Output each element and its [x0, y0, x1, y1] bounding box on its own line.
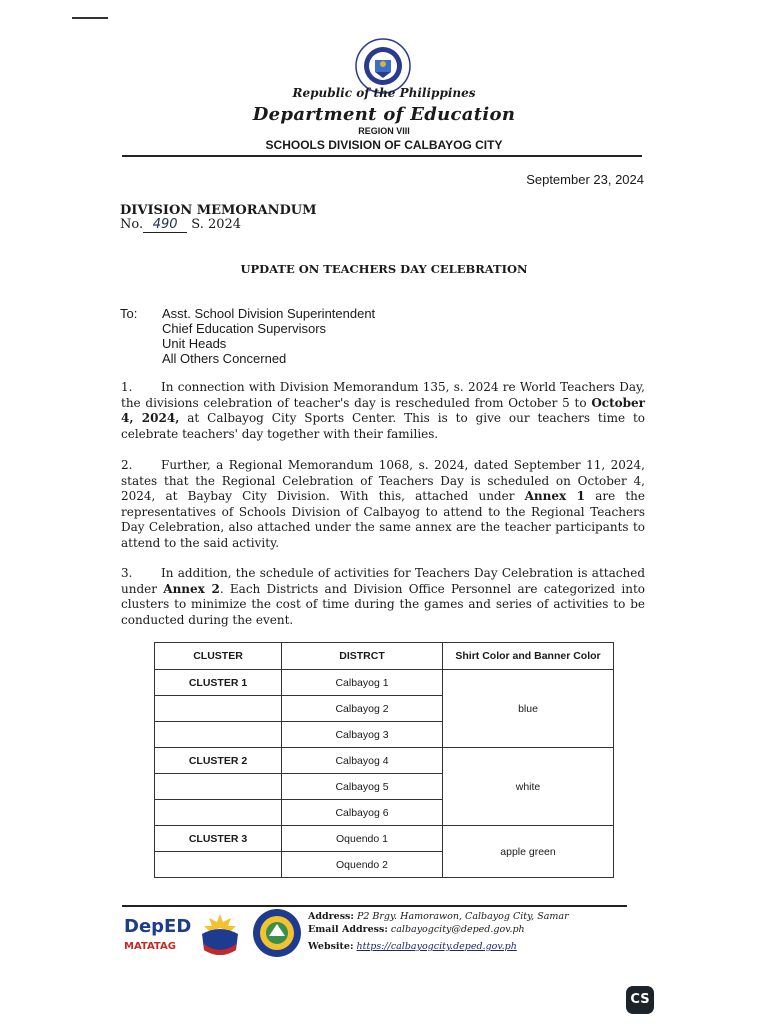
cluster-cell: CLUSTER 1	[155, 670, 282, 696]
memo-title: DIVISION MEMORANDUM	[120, 203, 317, 218]
recipient-item: All Others Concerned	[162, 351, 287, 366]
paragraph-index: 1.	[121, 380, 133, 394]
footer-contact	[308, 910, 569, 953]
header-divider	[122, 155, 642, 157]
cluster-cell	[155, 722, 282, 748]
footer-divider	[122, 905, 627, 907]
recipient-list	[162, 306, 375, 366]
republic-line: Republic of the Philippines	[292, 86, 476, 100]
table-row	[155, 748, 614, 774]
memo-number-line	[120, 217, 241, 233]
paragraph-text: . Each Districts and Division Office Personnel are categorized into clusters to minimize the cost of time during the games and series of activities to be conducted during the event.	[121, 581, 645, 627]
footer-website-line	[308, 940, 569, 953]
table-row	[155, 826, 614, 852]
paragraph-text: are the representatives of Schools Division of Calbayog to attend to the Regional Teachers Day Celebration, also attached under the same annex are the teacher participants to attend to the said activity.	[121, 489, 645, 550]
calbayog-city-seal-icon	[252, 908, 302, 958]
paragraph-bold: October 4, 2024,	[121, 395, 645, 426]
paragraph-text: at Calbayog City Sports Center. This is to give our teachers time to celebrate teachers' day together with their families.	[121, 411, 646, 441]
memo-date: September 23, 2024	[526, 172, 644, 187]
district-cell: Calbayog 3	[282, 722, 443, 748]
paragraph-index: 3.	[121, 566, 133, 580]
footer-email-line	[308, 923, 569, 936]
header-color: Shirt Color and Banner Color	[443, 643, 614, 670]
memo-no-label: No.	[120, 217, 144, 232]
recipient-item: Unit Heads	[162, 336, 227, 351]
paragraph-3	[121, 566, 645, 628]
district-cell: Calbayog 2	[282, 696, 443, 722]
district-cell: Calbayog 4	[282, 748, 443, 774]
header-cluster: CLUSTER	[155, 643, 282, 670]
website-link[interactable]: https://calbayogcity.deped.gov.ph	[356, 941, 517, 952]
cluster-cell	[155, 696, 282, 722]
cluster-cell	[155, 774, 282, 800]
footer-address-line	[308, 910, 569, 923]
deped-logo: DepED	[124, 916, 192, 937]
color-cell: blue	[443, 670, 614, 748]
header-district: DISTRCT	[282, 643, 443, 670]
memo-series: S. 2024	[191, 217, 242, 232]
paragraph-text: In addition, the schedule of activities for Teachers Day Celebration is attached under	[121, 566, 645, 596]
website-label: Website:	[308, 941, 354, 952]
recipient-item: Chief Education Supervisors	[162, 321, 327, 336]
scan-mark	[72, 17, 108, 19]
recipient-item: Asst. School Division Superintendent	[162, 306, 376, 321]
cluster-cell	[155, 852, 282, 878]
district-cell: Oquendo 1	[282, 826, 443, 852]
region-label: REGION VIII	[358, 126, 410, 136]
paragraph-bold: Annex 2	[163, 581, 220, 596]
paragraph-index: 2.	[121, 458, 133, 472]
memo-number: 490	[143, 217, 187, 233]
color-cell: white	[443, 748, 614, 826]
address-label: Address:	[308, 911, 354, 922]
camscanner-badge: CS	[626, 986, 654, 1014]
district-cell: Calbayog 1	[282, 670, 443, 696]
department-title: Department of Education	[252, 104, 516, 125]
paragraph-text: In connection with Division Memorandum 135, s. 2024 re World Teachers Day, the divisions celebration of teacher's day is rescheduled from October 5 to	[121, 380, 645, 410]
to-label: To:	[120, 306, 138, 321]
cluster-cell: CLUSTER 2	[155, 748, 282, 774]
paragraph-text: Further, a Regional Memorandum 1068, s. 2024, dated September 11, 2024, states that the Regional Celebration of Teachers Day is scheduled on October 4, 2024, at Baybay City Division. With this, attached under	[121, 458, 645, 504]
color-cell: apple green	[443, 826, 614, 878]
cluster-table	[154, 642, 614, 878]
cluster-cell: CLUSTER 3	[155, 826, 282, 852]
bagong-pilipinas-icon	[196, 910, 244, 964]
district-cell: Oquendo 2	[282, 852, 443, 878]
district-cell: Calbayog 5	[282, 774, 443, 800]
cluster-cell	[155, 800, 282, 826]
table-row	[155, 670, 614, 696]
memo-subject: UPDATE ON TEACHERS DAY CELEBRATION	[240, 262, 528, 276]
address-value: P2 Brgy. Hamorawon, Calbayog City, Samar	[356, 911, 569, 922]
district-cell: Calbayog 6	[282, 800, 443, 826]
email-value: calbayogcity@deped.gov.ph	[390, 924, 525, 935]
email-label: Email Address:	[308, 924, 388, 935]
paragraph-1	[121, 380, 645, 442]
division-label: SCHOOLS DIVISION OF CALBAYOG CITY	[265, 138, 503, 152]
paragraph-2	[121, 458, 645, 552]
paragraph-bold: Annex 1	[524, 489, 586, 504]
table-header-row	[155, 643, 614, 670]
matatag-logo: MATATAG	[124, 941, 176, 952]
